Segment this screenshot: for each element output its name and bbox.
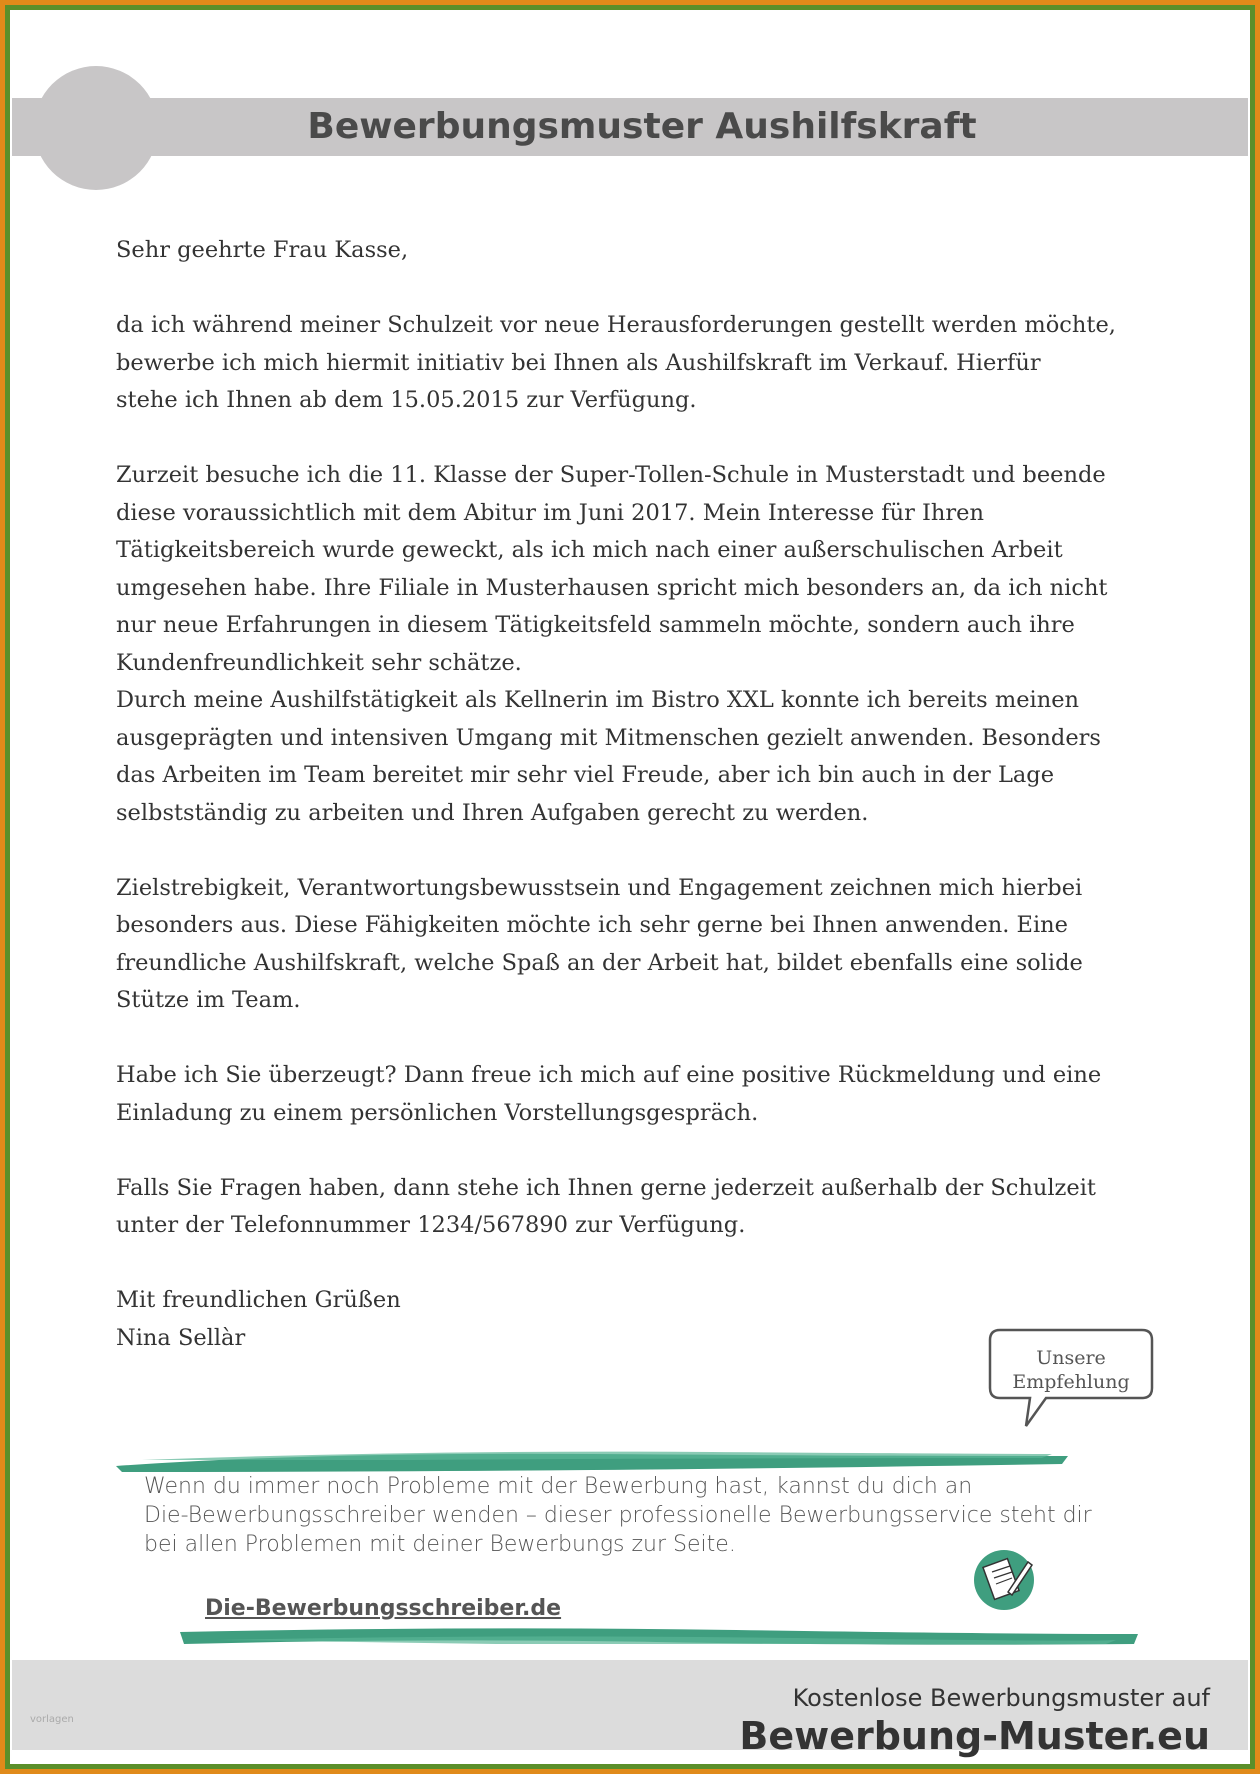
paragraph-line: das Arbeiten im Team bereitet mir sehr viel Freude, aber ich bin auch in der Lage xyxy=(116,762,1055,788)
paragraph-line: nur neue Erfahrungen in diesem Tätigkeitsfeld sammeln möchte, sondern auch ihre xyxy=(116,612,1075,638)
watermark: vorlagen xyxy=(30,1714,74,1725)
paragraph-line: Einladung zu einem persönlichen Vorstellungsgespräch. xyxy=(116,1099,759,1126)
closing: Mit freundlichen Grüßen xyxy=(116,1287,401,1313)
bubble-line: Empfehlung xyxy=(1012,1371,1130,1393)
paragraph-line: Stütze im Team. xyxy=(116,987,301,1013)
document-title: Bewerbungsmuster Aushilfskraft xyxy=(307,106,977,147)
paragraph-line: selbstständig zu arbeiten und Ihren Aufgaben gerecht zu werden. xyxy=(116,799,869,826)
promo-line: bei allen Problemen mit deiner Bewerbungs zur Seite. xyxy=(144,1532,736,1557)
salutation: Sehr geehrte Frau Kasse, xyxy=(116,237,409,263)
paragraph-line: besonders aus. Diese Fähigkeiten möchte ich sehr gerne bei Ihnen anwenden. Eine xyxy=(116,912,1068,938)
promo-link[interactable]: Die-Bewerbungsschreiber.de xyxy=(205,1596,562,1621)
paragraph-line: bewerbe ich mich hiermit initiativ bei Ihnen als Aushilfskraft im Verkauf. Hierfür xyxy=(116,349,1041,376)
paragraph-line: Zielstrebigkeit, Verantwortungsbewusstsein und Engagement zeichnen mich hierbei xyxy=(116,874,1083,901)
paragraph-line: Zurzeit besuche ich die 11. Klasse der Super-Tollen-Schule in Musterstadt und beende xyxy=(116,462,1106,488)
recommendation-text xyxy=(144,1472,1134,1559)
paragraph-line: ausgeprägten und intensiven Umgang mit Mitmenschen gezielt anwenden. Besonders xyxy=(116,724,1101,751)
letter-body xyxy=(116,232,1126,1357)
speech-bubble-text xyxy=(996,1346,1146,1394)
paragraph-line: freundliche Aushilfskraft, welche Spaß an der Arbeit hat, bildet ebenfalls eine solide xyxy=(116,949,1083,976)
paragraph-line: Habe ich Sie überzeugt? Dann freue ich mich auf eine positive Rückmeldung und eine xyxy=(116,1062,1102,1088)
paragraph-line: stehe ich Ihnen ab dem 15.05.2015 zur Verfügung. xyxy=(116,387,697,413)
paragraph-line: Falls Sie Fragen haben, dann stehe ich Ihnen gerne jederzeit außerhalb der Schulzeit xyxy=(116,1174,1096,1201)
pencil-paper-icon xyxy=(972,1548,1036,1612)
promo-line: Wenn du immer noch Probleme mit der Bewerbung hast, kannst du dich an xyxy=(144,1474,973,1499)
footer-site-name[interactable]: Bewerbung-Muster.eu xyxy=(739,1714,1210,1758)
paragraph-line: da ich während meiner Schulzeit vor neue Herausforderungen gestellt werden möchte, xyxy=(116,312,1116,338)
promo-line: Die-Bewerbungsschreiber wenden – dieser professionelle Bewerbungsservice steht dir xyxy=(144,1503,1092,1528)
brush-stroke-bottom xyxy=(176,1622,1142,1650)
footer-tagline: Kostenlose Bewerbungsmuster auf xyxy=(792,1684,1210,1712)
paragraph-line: Tätigkeitsbereich wurde geweckt, als ich mich nach einer außerschulischen Arbeit xyxy=(116,537,1063,563)
paragraph-line: Durch meine Aushilfstätigkeit als Kellnerin im Bistro XXL konnte ich bereits meinen xyxy=(116,687,1080,713)
paragraph-line: umgesehen habe. Ihre Filiale in Musterhausen spricht mich besonders an, da ich nicht xyxy=(116,574,1108,601)
signature: Nina Sellàr xyxy=(116,1324,246,1351)
paragraph-line: diese voraussichtlich mit dem Abitur im Juni 2017. Mein Interesse für Ihren xyxy=(116,499,984,526)
title-circle-decoration xyxy=(34,66,158,190)
paragraph-line: unter der Telefonnummer 1234/567890 zur Verfügung. xyxy=(116,1212,746,1238)
bubble-line: Unsere xyxy=(1036,1347,1106,1369)
paragraph-line: Kundenfreundlichkeit sehr schätze. xyxy=(116,649,522,676)
